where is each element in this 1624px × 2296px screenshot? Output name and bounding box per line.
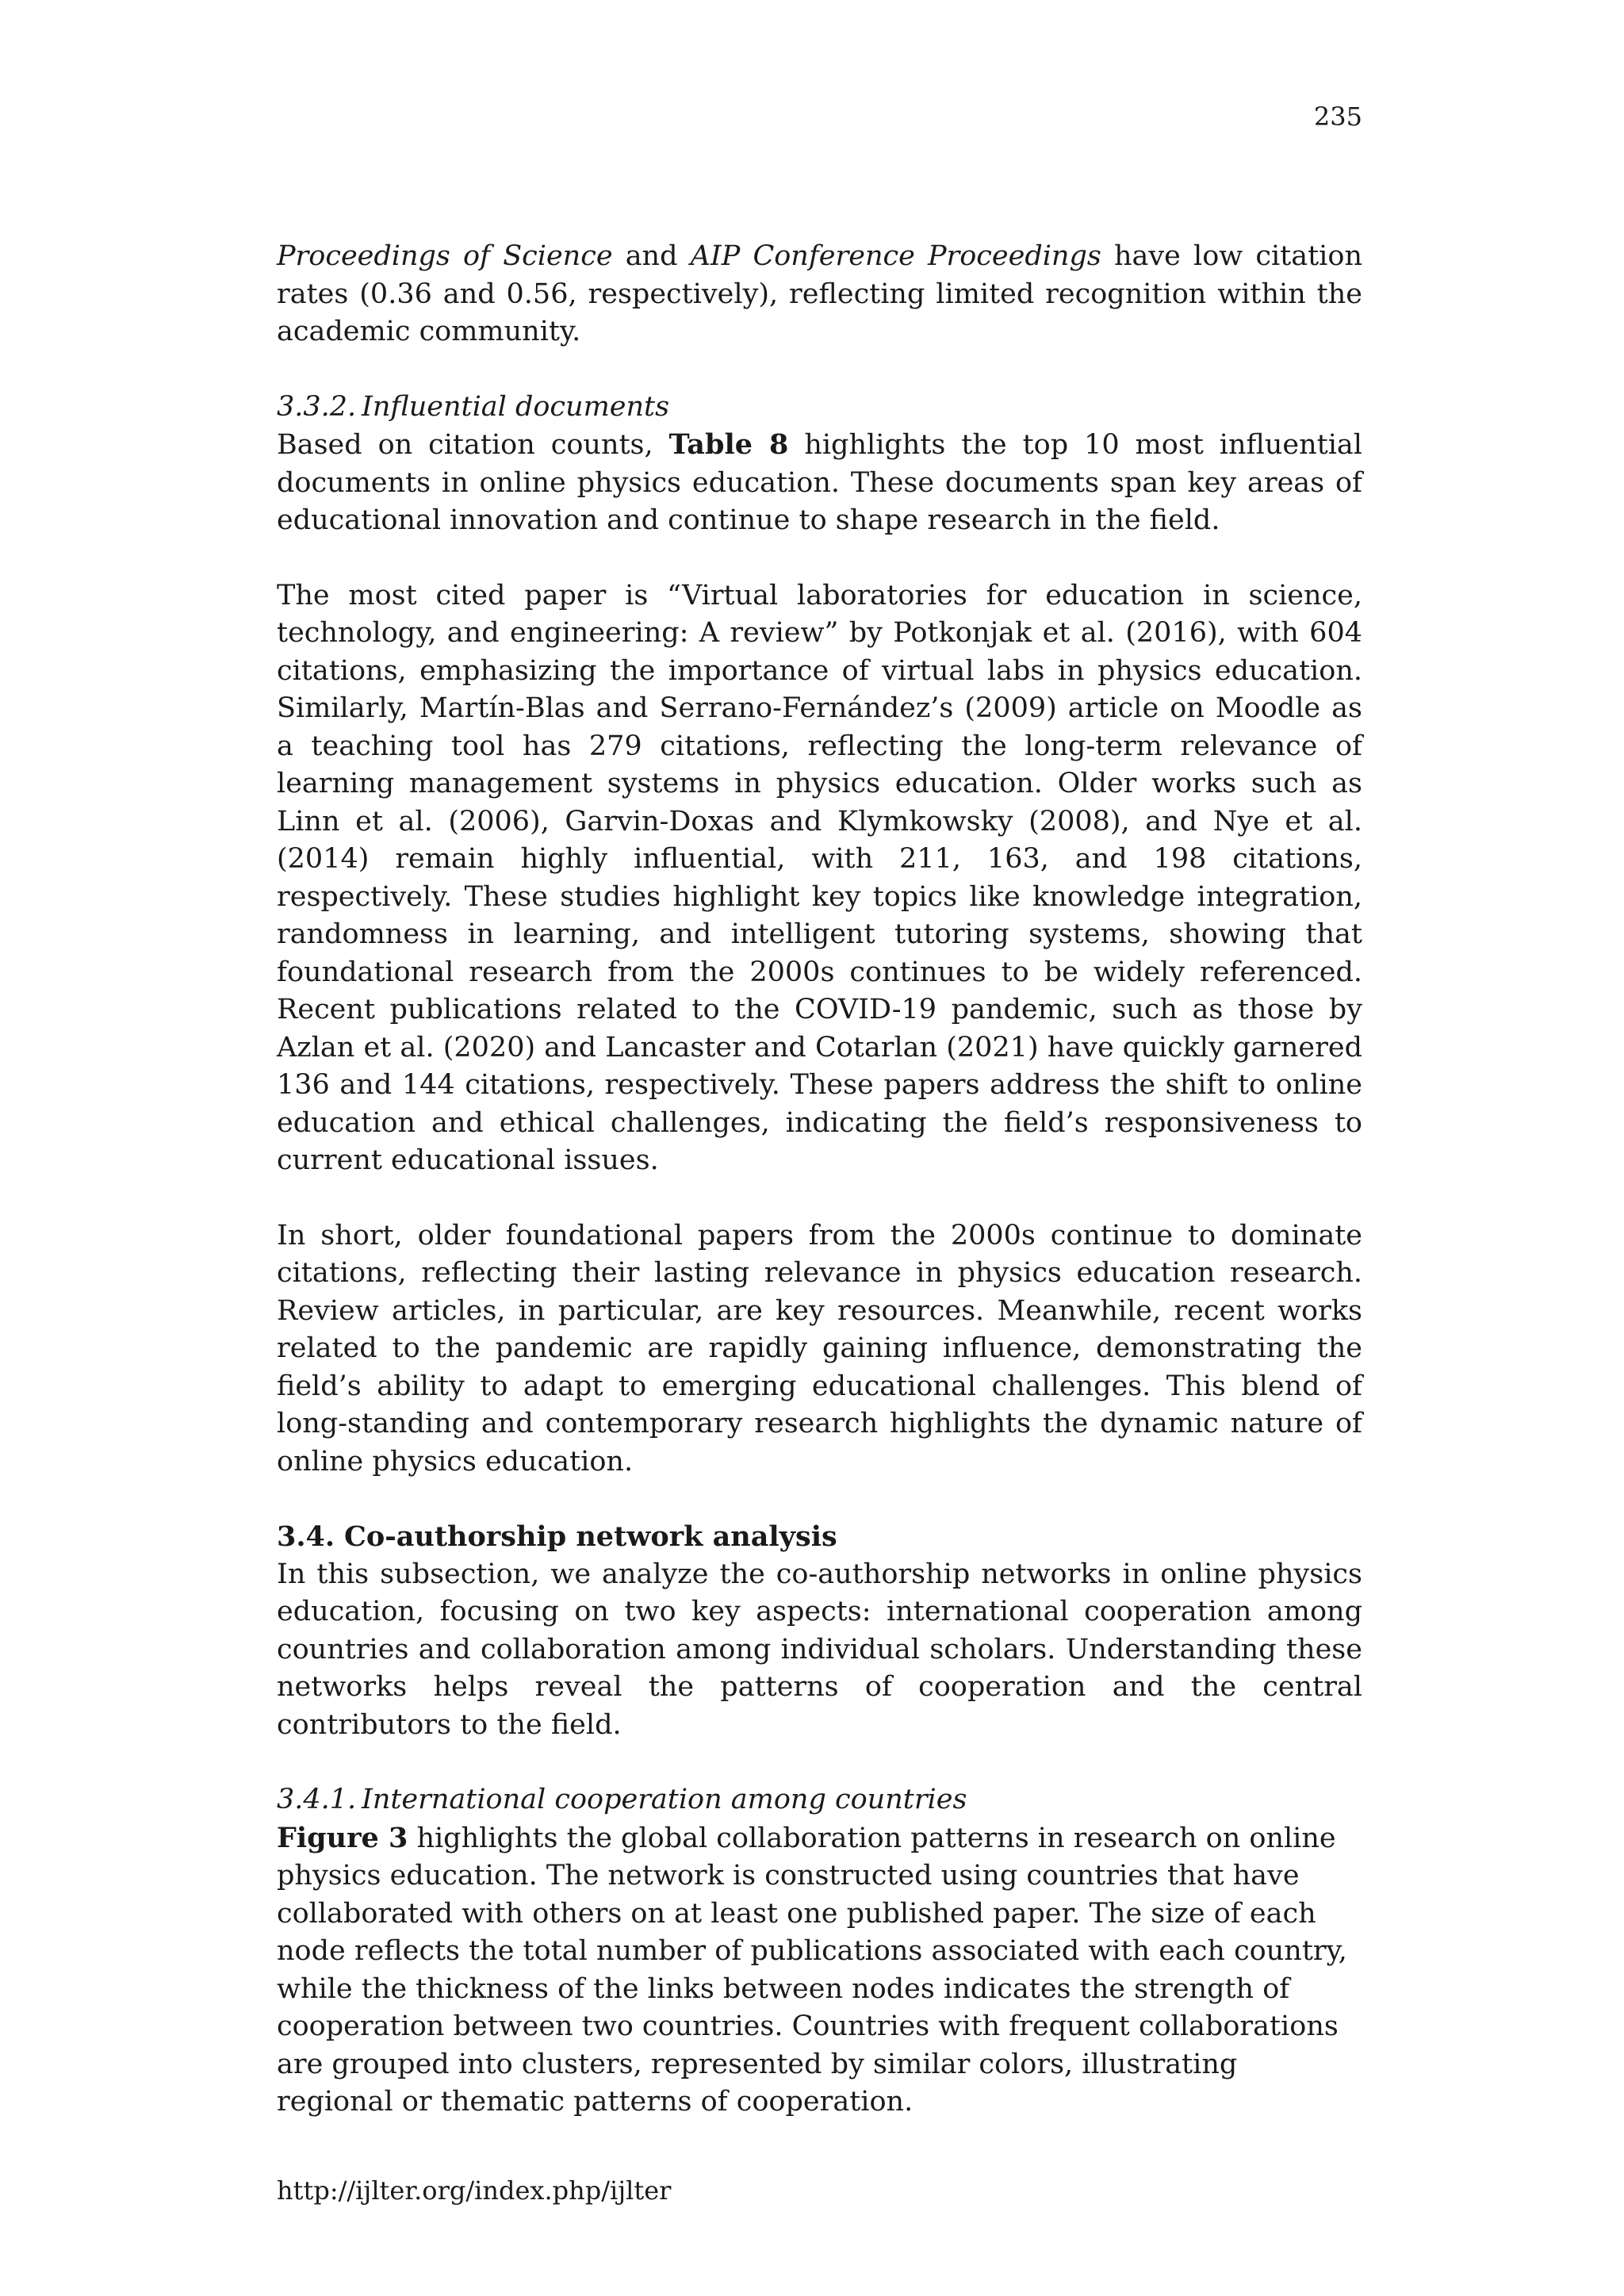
section-heading-3-4 [277, 1518, 1362, 1556]
paragraph-summary: In short, older foundational papers from the 2000s continue to dominate citations, reflecting their lasting relevance in physics education research. Review articles, in particular, are key resources. Meanwhile, recent works related to the pandemic are rapidly gaining influence, demonstrating the field’s ability to adapt to emerging educational challenges. This blend of long-standing and contemporary research highlights the dynamic nature of online physics education. [277, 1219, 1362, 1478]
subsection-heading-3-3-2 [277, 389, 1362, 427]
subsection-heading-3-4-1 [277, 1781, 1362, 1819]
figure-reference: Figure 3 [277, 1821, 408, 1854]
subsection-number: 3.4.1. [277, 1784, 357, 1815]
page-number: 235 [1313, 102, 1362, 132]
paragraph-text: highlights the global collaboration patterns in research on online physics education. The network is constructed using countries that have collaborated with others on at least one published paper. The size of each node reflects the total number of publications associated with each country, while the thickness of the links between nodes indicates the strength of cooperation between two countries. Countries with frequent collaborations are grouped into clusters, represented by similar colors, illustrating regional or thematic patterns of cooperation. [277, 1822, 1347, 2118]
paragraph-journal-citation-rates [277, 238, 1362, 351]
table-reference: Table 8 [668, 428, 789, 461]
journal-name-proceedings-of-science: Proceedings of Science [277, 240, 613, 272]
section-title: Co-authorship network analysis [344, 1520, 837, 1553]
main-content [277, 238, 1362, 2122]
subsection-number: 3.3.2. [277, 390, 357, 423]
footer-url: http://ijlter.org/index.php/ijlter [277, 2175, 672, 2206]
paragraph-text: have low citation rates (0.36 and 0.56, respectively), reflecting limited recognition within the academic community. [277, 240, 1362, 347]
paragraph-coauthorship-intro: In this subsection, we analyze the co-authorship networks in online physics education, focusing on two key aspects: international cooperation among countries and collaboration among individual scholars. Understanding these networks helps reveal the patterns of cooperation and the central contributors to the field. [277, 1558, 1362, 1741]
subsection-title: Influential documents [362, 390, 670, 423]
subsection-title: International cooperation among countries [362, 1784, 967, 1815]
paragraph-most-cited-papers: The most cited paper is “Virtual laboratories for education in science, technology, and engineering: A review” by Potkonjak et al. (2016), with 604 citations, emphasizing the importance of virtual labs in physics education. Similarly, Martín-Blas and Serrano-Fernández’s (2009) article on Moodle as a teaching tool has 279 citations, reflecting the long-term relevance of learning management systems in physics education. Older works such as Linn et al. (2006), Garvin-Doxas and Klymkowsky (2008), and Nye et al. (2014) remain highly influential, with 211, 163, and 198 citations, respectively. These studies highlight key topics like knowledge integration, randomness in learning, and intelligent tutoring systems, showing that foundational research from the 2000s continues to be widely referenced. Recent publications related to the COVID-19 pandemic, such as those by Azlan et al. (2020) and Lancaster and Cotarlan (2021) have quickly garnered 136 and 144 citations, respectively. These papers address the shift to online education and ethical challenges, indicating the field’s responsiveness to current educational issues. [277, 579, 1362, 1176]
paragraph-figure-3-description [277, 1819, 1362, 2122]
text-and: and [612, 240, 691, 272]
journal-name-aip-conference-proceedings: AIP Conference Proceedings [690, 240, 1101, 272]
paragraph-text: Based on citation counts, [277, 429, 669, 461]
paragraph-text: highlights the top 10 most influential documents in online physics education. These documents span key areas of educational innovation and continue to shape research in the field. [277, 429, 1362, 536]
section-number: 3.4. [277, 1520, 335, 1553]
paragraph-influential-documents-intro [277, 426, 1362, 540]
